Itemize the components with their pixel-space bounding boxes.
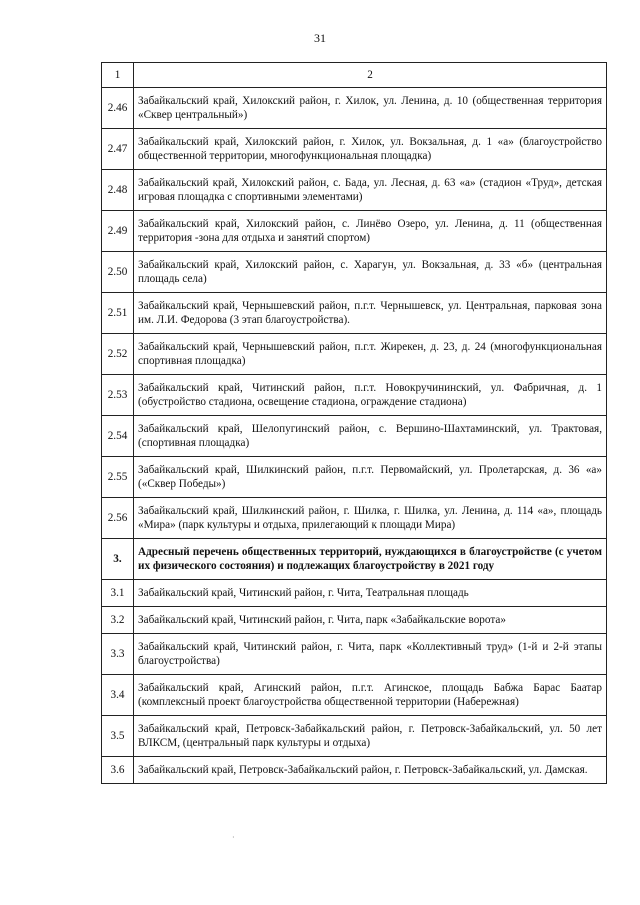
table-row [102,416,607,457]
row-text: Забайкальский край, Чернышевский район, п.г.т. Чернышевск, ул. Центральная, парковая зона им. Л.И. Федорова (3 этап благоустройства). [134,293,607,334]
row-number: 3.5 [102,716,134,757]
table-row [102,211,607,252]
address-table [101,62,607,784]
row-text: Забайкальский край, Читинский район, г. Чита, парк «Коллективный труд» (1-й и 2-й этапы благоустройства) [134,634,607,675]
row-text: Забайкальский край, Петровск-Забайкальский район, г. Петровск-Забайкальский, ул. 50 лет ВЛКСМ, (центральный парк культуры и отдыха) [134,716,607,757]
table-row [102,293,607,334]
page-number: 31 [314,31,326,45]
table-row [102,334,607,375]
header-col-1: 1 [102,63,134,88]
table-row [102,607,607,634]
row-number: 2.53 [102,375,134,416]
table-row [102,580,607,607]
row-text: Забайкальский край, Шилкинский район, п.г.т. Первомайский, ул. Пролетарская, д. 36 «а» («Сквер Победы») [134,457,607,498]
row-number: 3.6 [102,757,134,784]
row-number: 2.49 [102,211,134,252]
table-row [102,252,607,293]
row-text: Забайкальский край, Хилокский район, с. Харагун, ул. Вокзальная, д. 33 «б» (центральная площадь села) [134,252,607,293]
table-row [102,675,607,716]
section-title: Адресный перечень общественных территорий, нуждающихся в благоустройстве (с учетом их физического состояния) и подлежащих благоустройству в 2021 году [134,539,607,580]
row-text: Забайкальский край, Читинский район, г. Чита, парк «Забайкальские ворота» [134,607,607,634]
row-text: Забайкальский край, Шелопугинский район, с. Вершино-Шахтаминский, ул. Трактовая, (спортивная площадка) [134,416,607,457]
row-text: Забайкальский край, Читинский район, п.г.т. Новокручининский, ул. Фабричная, д. 1 (обустройство стадиона, освещение стадиона, ограждение стадиона) [134,375,607,416]
row-text: Забайкальский край, Хилокский район, г. Хилок, ул. Ленина, д. 10 (общественная территория «Сквер центральный») [134,88,607,129]
row-number: 2.48 [102,170,134,211]
row-number: 2.52 [102,334,134,375]
table-row [102,129,607,170]
row-number: 2.51 [102,293,134,334]
table-row [102,716,607,757]
scan-speck: · [232,833,235,842]
row-number: 3.1 [102,580,134,607]
row-text: Забайкальский край, Читинский район, г. Чита, Театральная площадь [134,580,607,607]
row-text: Забайкальский край, Хилокский район, с. Бада, ул. Лесная, д. 63 «а» (стадион «Труд», детская игровая площадка с спортивными элементами) [134,170,607,211]
row-number: 2.46 [102,88,134,129]
table-row [102,634,607,675]
section-heading-row [102,539,607,580]
row-number: 3.4 [102,675,134,716]
section-number: 3. [102,539,134,580]
row-number: 2.56 [102,498,134,539]
row-number: 2.50 [102,252,134,293]
row-number: 3.3 [102,634,134,675]
row-text: Забайкальский край, Хилокский район, г. Хилок, ул. Вокзальная, д. 1 «а» (благоустройство общественной территории, многофункциональная площадка) [134,129,607,170]
table-row [102,170,607,211]
table-header-row [102,63,607,88]
table-row [102,375,607,416]
row-number: 2.47 [102,129,134,170]
row-text: Забайкальский край, Чернышевский район, п.г.т. Жирекен, д. 23, д. 24 (многофункциональная спортивная площадка) [134,334,607,375]
row-number: 2.55 [102,457,134,498]
table-row [102,457,607,498]
row-text: Забайкальский край, Хилокский район, с. Линёво Озеро, ул. Ленина, д. 11 (общественная территория -зона для отдыха и занятий спортом) [134,211,607,252]
row-number: 3.2 [102,607,134,634]
header-col-2: 2 [134,63,607,88]
row-text: Забайкальский край, Петровск-Забайкальский район, г. Петровск-Забайкальский, ул. Дамская. [134,757,607,784]
table-row [102,498,607,539]
row-text: Забайкальский край, Агинский район, п.г.т. Агинское, площадь Бабжа Барас Баатар (комплексный проект благоустройства общественной территории (Набережная) [134,675,607,716]
table-row [102,757,607,784]
row-text: Забайкальский край, Шилкинский район, г. Шилка, г. Шилка, ул. Ленина, д. 114 «а», площадь «Мира» (парк культуры и отдыха, прилегающий к площади Мира) [134,498,607,539]
row-number: 2.54 [102,416,134,457]
table-row [102,88,607,129]
